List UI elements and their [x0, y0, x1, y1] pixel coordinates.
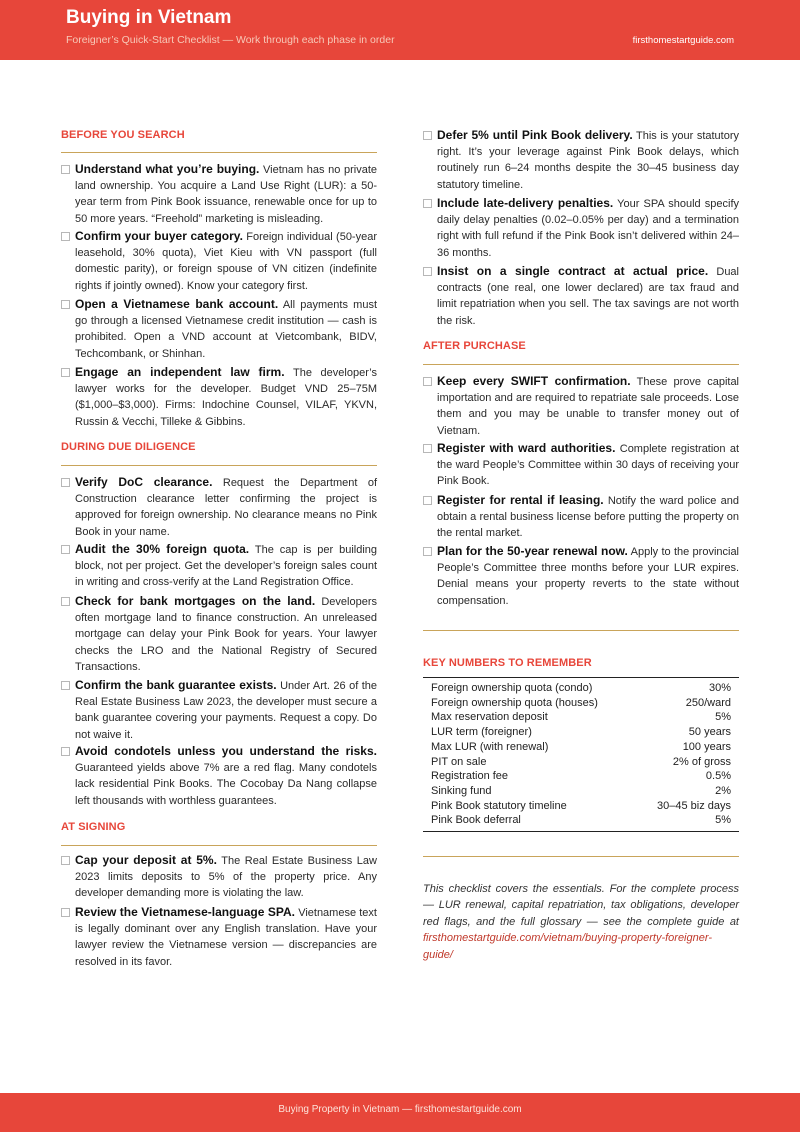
item-text: Apply to the provincial People’s Committee three months before your LUR expires. Denial means your property reverts to the state without compensation.: [437, 546, 740, 607]
item-lead: Verify DoC clearance.: [75, 475, 213, 489]
checklist-item: [423, 492, 739, 542]
item-text: This is your statutory right. It’s your leverage against Pink Book delays, which routinely run 6–24 months despite the 30–45 business day statutory timeline.: [437, 130, 740, 191]
table-row: [423, 681, 739, 696]
checklist-item: [423, 263, 739, 329]
checklist-item: [61, 852, 377, 902]
item-text: Under Art. 26 of the Real Estate Business Law 2023, the developer must secure a bank guarantee covering your payments. Request a copy. Do not waive it.: [75, 680, 378, 741]
checkbox[interactable]: [423, 547, 432, 556]
checkbox[interactable]: [423, 496, 432, 505]
item-lead: Review the Vietnamese-language SPA.: [75, 905, 295, 919]
row-label: Max LUR (with renewal): [431, 740, 549, 753]
section-title-key-numbers: KEY NUMBERS TO REMEMBER: [423, 657, 592, 669]
checklist-item: [61, 593, 377, 675]
item-text: Notify the ward police and obtain a rental business license before putting the property on the rental market.: [437, 495, 739, 540]
row-value: 250/ward: [685, 696, 731, 709]
page-title: Buying in Vietnam: [66, 7, 232, 28]
row-value: 30%: [708, 682, 731, 694]
section-divider: [61, 152, 377, 153]
table-row: [423, 799, 739, 814]
section-divider: [423, 856, 739, 857]
item-lead: Confirm your buyer category.: [75, 229, 243, 243]
section-title-at-signing: AT SIGNING: [61, 821, 126, 833]
checkbox[interactable]: [61, 478, 70, 487]
section-title-before-search: BEFORE YOU SEARCH: [61, 129, 185, 141]
checkbox[interactable]: [61, 908, 70, 917]
row-label: PIT on sale: [431, 755, 487, 768]
table-row: [423, 784, 739, 799]
row-label: Pink Book statutory timeline: [431, 799, 567, 812]
checkbox[interactable]: [61, 747, 70, 756]
item-lead: Audit the 30% foreign quota.: [75, 542, 250, 556]
table-row: [423, 696, 739, 711]
item-text: These prove capital importation and are required to repatriate sale proceeds. Lose them and you may be unable to transfer money out of Vietnam.: [437, 376, 740, 437]
table-row: [423, 740, 739, 755]
footer-text: Buying Property in Vietnam — firsthomestartguide.com: [278, 1104, 522, 1115]
row-value: 0.5%: [705, 770, 731, 783]
header-banner: [0, 0, 800, 60]
row-value: 2%: [715, 784, 731, 797]
item-lead: Plan for the 50-year renewal now.: [437, 544, 628, 558]
section-title-after-purchase: AFTER PURCHASE: [423, 340, 526, 352]
table-row: [423, 813, 739, 828]
section-divider: [423, 364, 739, 365]
section-divider: [61, 845, 377, 846]
checkbox[interactable]: [423, 377, 432, 386]
item-lead: Defer 5% until Pink Book delivery.: [437, 128, 633, 142]
item-lead: Open a Vietnamese bank account.: [75, 297, 279, 311]
table-row: [423, 755, 739, 770]
checklist-item: [423, 543, 739, 609]
checklist-item: [423, 127, 739, 193]
row-label: Foreign ownership quota (houses): [431, 696, 598, 709]
checkbox[interactable]: [423, 131, 432, 140]
item-lead: Cap your deposit at 5%.: [75, 853, 217, 867]
item-text: The developer’s lawyer works for the developer. Budget VND 25–75M ($1,000–$3,000). Firms: Indochine Counsel, VILAF, YKVN, Russin & Vecchi, Tilleke & Gibbins.: [75, 367, 378, 428]
checklist-item: [423, 440, 739, 490]
checkbox[interactable]: [61, 232, 70, 241]
row-label: Registration fee: [431, 770, 509, 783]
checklist-item: [61, 296, 377, 362]
item-text: Vietnam has no private land ownership. You acquire a Land Use Right (LUR): a 50-year term from Pink Book issuance, renewable once for up to 50 more years. “Freehold” marketing is misleading.: [75, 164, 377, 225]
guide-link[interactable]: firsthomestartguide.com/vietnam/buying-property-foreigner-guide/: [423, 932, 712, 961]
item-text: Foreign individual (50-year leasehold, 30% quota), Viet Kieu with VN passport (full domestic parity), or foreign spouse of VN citizen (indefinite rights if jointly owned). Know your category first.: [75, 231, 377, 292]
item-text: Developers often mortgage land to finance construction. An unreleased mortgage can delay your Pink Book for years. Your lawyer checks the LRO and the National Registry of Secured Transactions.: [75, 596, 377, 673]
row-label: Sinking fund: [431, 784, 492, 797]
row-label: Foreign ownership quota (condo): [431, 682, 593, 694]
row-label: LUR term (foreigner): [431, 726, 532, 739]
section-divider: [61, 465, 377, 466]
checklist-item: [423, 195, 739, 261]
checkbox[interactable]: [423, 199, 432, 208]
item-text: Complete registration at the ward People’s Committee within 30 days of receiving your Pink Book.: [437, 443, 740, 488]
row-value: 5%: [715, 814, 731, 827]
checkbox[interactable]: [61, 545, 70, 554]
checklist-item: [61, 228, 377, 294]
checklist-item: [61, 541, 377, 591]
item-text: All payments must go through a licensed Vietnamese credit institution — cash is prohibited. Open a VND account at Vietcombank, BIDV, Techcombank, or Shinhan.: [75, 299, 378, 360]
footer-banner: [0, 1093, 800, 1132]
item-lead: Confirm the bank guarantee exists.: [75, 678, 277, 692]
item-lead: Check for bank mortgages on the land.: [75, 594, 316, 608]
checkbox[interactable]: [61, 856, 70, 865]
checkbox[interactable]: [423, 267, 432, 276]
row-value: 5%: [715, 711, 731, 724]
item-lead: Understand what you’re buying.: [75, 162, 260, 176]
row-label: Pink Book deferral: [431, 814, 521, 827]
item-text: Vietnamese text is legally dominant over any English translation. Have your lawyer review the Vietnamese version — discrepancies are resolved in its favor.: [75, 907, 377, 968]
checklist-item: [61, 364, 377, 430]
checklist-item: [61, 904, 377, 970]
checkbox[interactable]: [61, 165, 70, 174]
checklist-item: [423, 373, 739, 439]
item-text: Dual contracts (one real, one lower declared) are tax fraud and limit repatriation when you sell. The tax savings are not worth the risk.: [437, 266, 739, 327]
item-lead: Insist on a single contract at actual price.: [437, 264, 709, 278]
checkbox[interactable]: [61, 597, 70, 606]
section-divider: [423, 630, 739, 631]
item-lead: Include late-delivery penalties.: [437, 196, 614, 210]
item-lead: Keep every SWIFT confirmation.: [437, 374, 631, 388]
item-lead: Engage an independent law firm.: [75, 365, 285, 379]
item-lead: Register with ward authorities.: [437, 441, 616, 455]
item-text: Guaranteed yields above 7% are a red flag. Many condotels lack residential Pink Books. The Cocobay Da Nang collapse left thousands with worthless guarantees.: [75, 762, 377, 807]
checkbox[interactable]: [61, 681, 70, 690]
item-text: Your SPA should specify daily delay penalties (0.02–0.05% per day) and a termination right with full refund if the Pink Book isn’t delivered within 24–36 months.: [437, 198, 739, 259]
row-value: 2% of gross: [672, 755, 731, 768]
row-value: 50 years: [688, 726, 731, 739]
row-label: Max reservation deposit: [431, 711, 548, 724]
table-row: [423, 769, 739, 784]
closing-note-text: This checklist covers the essentials. For the complete process — LUR renewal, capital repatriation, tax obligations, developer red flags, and the full glossary — see the complete guide at: [423, 883, 739, 928]
item-text: The cap is per building block, not per project. Get the developer’s foreign sales count in writing and cross-verify at the Land Registration Office.: [75, 544, 378, 589]
section-title-due-diligence: DURING DUE DILIGENCE: [61, 441, 196, 453]
checkbox[interactable]: [61, 368, 70, 377]
item-lead: Avoid condotels unless you understand the risks.: [75, 744, 377, 758]
header-site-link[interactable]: firsthomestartguide.com: [632, 35, 734, 46]
item-text: Request the Department of Construction clearance letter confirming the project is approved for foreign ownership. No clearance means no Pink Book in your name.: [75, 477, 378, 538]
row-value: 30–45 biz days: [657, 799, 731, 812]
closing-note: [423, 881, 739, 963]
item-lead: Register for rental if leasing.: [437, 493, 604, 507]
item-text: The Real Estate Business Law 2023 limits deposits to 5% of the property price. Any developer demanding more is violating the law.: [75, 855, 377, 900]
page-subtitle: Foreigner’s Quick-Start Checklist — Work through each phase in order: [66, 34, 395, 46]
checklist-item: [61, 474, 377, 540]
key-numbers-table: [423, 677, 739, 832]
table-row: [423, 725, 739, 740]
checklist-item: [61, 677, 377, 743]
checklist-item: [61, 161, 377, 227]
checkbox[interactable]: [61, 300, 70, 309]
table-row: [423, 710, 739, 725]
checklist-item: [61, 743, 377, 809]
checkbox[interactable]: [423, 444, 432, 453]
row-value: 100 years: [682, 740, 731, 753]
